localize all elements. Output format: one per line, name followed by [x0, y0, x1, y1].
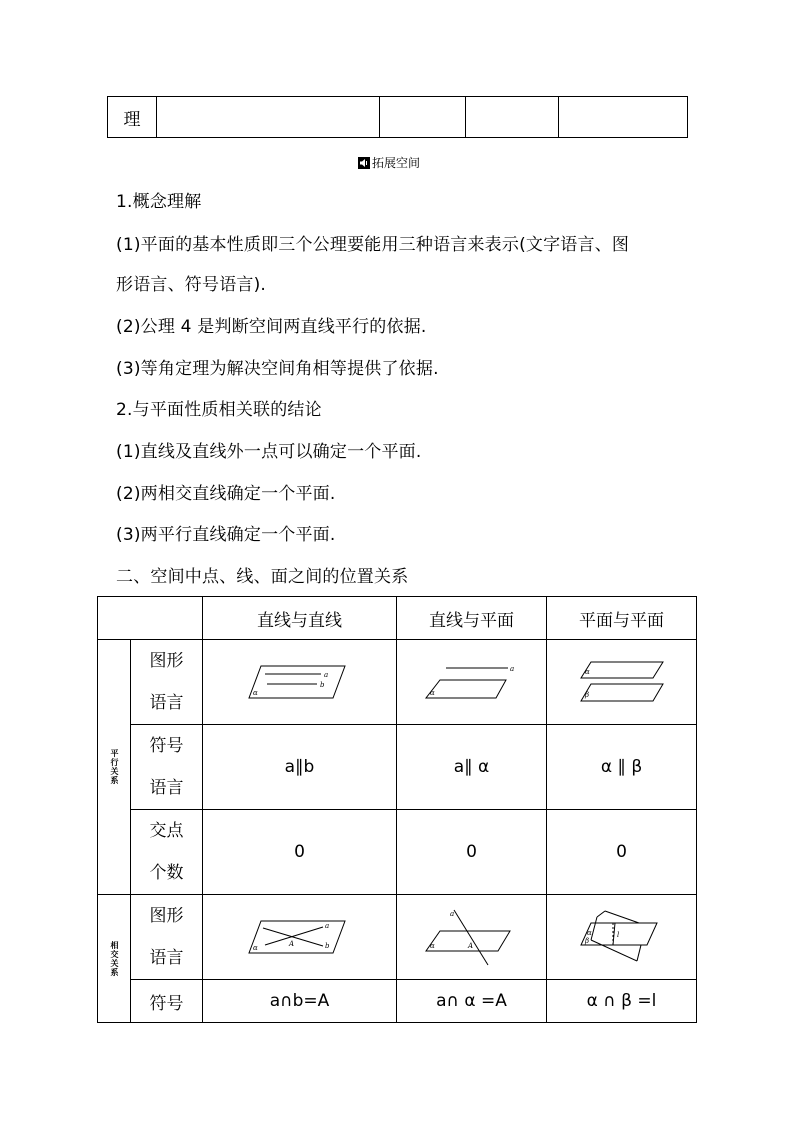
intersect-symbol-cell: a∩b=A — [203, 980, 397, 1023]
intersect-symbol-cell: a∩ α =A — [397, 980, 547, 1023]
intersection-count-cell: 0 — [397, 810, 547, 895]
fig-label-a: a — [324, 922, 329, 930]
fig-label-alpha: α — [586, 929, 592, 937]
header-empty-cell — [98, 597, 203, 640]
fig-label-A: A — [288, 940, 294, 948]
fig-label-alpha: α — [429, 942, 435, 950]
top-table-fragment — [107, 96, 688, 138]
fig-label-a: a — [323, 671, 328, 679]
header-plane-plane: 平面与平面 — [547, 597, 697, 640]
header-line-line: 直线与直线 — [203, 597, 397, 640]
table-cell: 理 — [108, 97, 157, 138]
line-plane-intersect-figure — [422, 907, 522, 967]
row-label-graphic: 图形 语言 — [131, 895, 203, 980]
paragraph: (1)平面的基本性质即三个公理要能用三种语言来表示(文字语言、图 — [116, 235, 630, 255]
parallel-symbol-cell: a∥ α — [397, 725, 547, 810]
fig-label-A: A — [467, 942, 473, 950]
fig-label-alpha: α — [252, 689, 258, 697]
section3-title: 二、空间中点、线、面之间的位置关系 — [116, 567, 409, 587]
paragraph: (2)两相交直线确定一个平面. — [116, 484, 336, 504]
fig-label-a: a — [449, 910, 454, 918]
table-cell — [380, 97, 466, 138]
intersection-count-cell: 0 — [547, 810, 697, 895]
figure-line-plane-intersect — [397, 895, 547, 980]
intersect-relation-label-cell — [98, 895, 131, 1023]
expand-heading-text: 拓展空间 — [372, 156, 421, 170]
fig-label-b: b — [319, 681, 324, 689]
intersect-relation-label: 相交关系 — [110, 940, 119, 977]
line-plane-parallel-figure — [422, 662, 522, 702]
header-line-plane: 直线与平面 — [397, 597, 547, 640]
row-label-count: 交点 个数 — [131, 810, 203, 895]
paragraph: (1)直线及直线外一点可以确定一个平面. — [116, 442, 422, 462]
fig-label-b: b — [324, 942, 329, 950]
section2-title: 2.与平面性质相关联的结论 — [116, 400, 322, 420]
speaker-icon — [358, 157, 370, 169]
row-label-symbol-short: 符号 — [131, 980, 203, 1023]
fig-label-alpha: α — [429, 689, 435, 697]
parallel-symbol-cell: α ∥ β — [547, 725, 697, 810]
row-label-symbol: 符号 语言 — [131, 725, 203, 810]
parallel-symbol-cell: a∥b — [203, 725, 397, 810]
fig-label-l: l — [616, 931, 619, 939]
plane-plane-intersect-figure — [577, 907, 667, 967]
relation-table — [97, 596, 697, 1023]
table-cell — [157, 97, 380, 138]
table-cell — [466, 97, 559, 138]
paragraph: 形语言、符号语言). — [116, 275, 267, 295]
figure-line-plane-parallel — [397, 640, 547, 725]
fig-label-alpha: α — [252, 944, 258, 952]
fig-label-alpha: α — [584, 668, 590, 676]
figure-intersecting-lines — [203, 895, 397, 980]
paragraph: (3)等角定理为解决空间角相等提供了依据. — [116, 359, 439, 379]
paragraph: (2)公理 4 是判断空间两直线平行的依据. — [116, 317, 427, 337]
section1-title: 1.概念理解 — [116, 192, 202, 212]
fig-label-beta: β — [584, 937, 589, 945]
figure-plane-plane-intersect — [547, 895, 697, 980]
row-label-graphic: 图形 语言 — [131, 640, 203, 725]
paragraph: (3)两平行直线确定一个平面. — [116, 525, 336, 545]
figure-parallel-lines — [203, 640, 397, 725]
parallel-relation-label: 平行关系 — [110, 749, 119, 785]
parallel-lines-figure — [245, 662, 355, 702]
intersect-symbol-cell: α ∩ β =l — [547, 980, 697, 1023]
fig-label-beta: β — [584, 691, 589, 699]
intersecting-lines-figure — [245, 917, 355, 957]
parallel-relation-label-cell — [98, 640, 131, 895]
table-cell — [559, 97, 688, 138]
fig-label-a: a — [509, 665, 514, 673]
expand-heading — [358, 154, 420, 171]
figure-plane-plane-parallel — [547, 640, 697, 725]
plane-plane-parallel-figure — [577, 659, 667, 705]
intersection-count-cell: 0 — [203, 810, 397, 895]
